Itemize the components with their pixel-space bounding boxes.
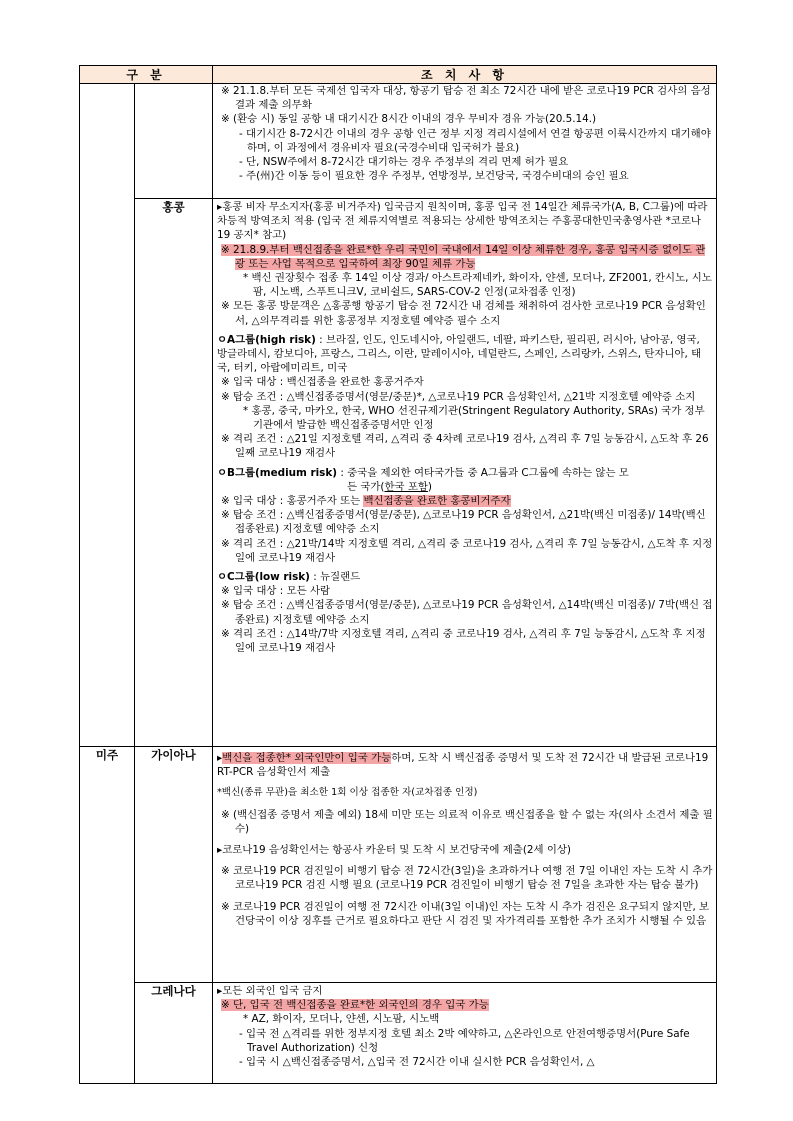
hongkong-intro: ▸홍콩 비자 무소지자(홍콩 비거주자) 입국금지 원칙이며, 홍콩 입국 전 14일간 체류국가(A, B, C그룹)에 따라 차등적 방역조치 적용 (입국 전 체류지역별로 적용되는 상세한 방역조치는 주홍콩대한민국총영사관 *코로나19 공지* 참고) [217,201,708,242]
group-b-desc2-pre: 든 국가( [347,480,385,493]
country-cell-hongkong: 홍콩 [135,199,213,747]
grenada-vax-highlight: ※ 단, 입국 전 백신접종을 완료*한 외국인의 경우 입국 가능 [221,999,489,1012]
measures-cell-hongkong [213,199,717,747]
guyana-submit: ▸코로나19 음성확인서는 항공사 카운터 및 도착 시 보건당국에 제출(2세 이상) [217,844,571,857]
guyana-note-2: ※ 코로나19 PCR 검진일이 여행 전 72시간 이내(3일 이내)인 자는 도착 시 추가 검진은 요구되지 않지만, 보건당국이 이상 징후를 근거로 필요하다고 판단 시 검진 및 자가격리를 포함한 추가 조치가 시행될 수 있음 [221,900,710,927]
group-b-desc2-post: ) [427,480,432,493]
group-b-target: ※ 입국 대상 : 홍콩거주자 또는 [221,495,364,508]
header-category: 구 분 [80,66,213,84]
country-cell-top [135,84,213,199]
guyana-vax-rest: 하며, 도착 시 백신접종 증명서 및 도착 전 72시간 내 발급된 코로나19 RT-PCR 음성확인서 제출 [217,752,709,779]
grenada-ban: ▸모든 외국인 입국 금지 [217,985,323,997]
hongkong-vax-star: * 백신 권장횟수 접종 후 14일 이상 경과/ 아스트라제네카, 화이자, 얀센, 모더나, ZF2001, 칸시노, 시노팜, 시노백, 스푸트니크V, 코비쉴드, SARS-COV-2 인정(교차접종 인정) [243,272,712,299]
group-b-quarantine: ※ 격리 조건 : △21박/14박 지정호텔 격리, △격리 중 코로나19 검사, △격리 후 7일 능동감시, △도착 후 지정일에 코로나19 재검사 [221,537,713,564]
group-b-korea-included: 한국 포함 [384,480,428,493]
region-cell-asia [80,84,135,747]
guyana-bullet: ▸ [217,752,223,764]
table-row-guyana [80,747,717,983]
group-c-target: ※ 입국 대상 : 모든 사람 [221,585,331,598]
group-c-quarantine: ※ 격리 조건 : △14박/7박 지정호텔 격리, △격리 중 코로나19 검사, △격리 후 7일 능동감시, △도착 후 지정일에 코로나19 재검사 [221,627,706,655]
region-cell-americas: 미주 [80,747,135,1084]
group-b-target-highlight: 백신접종을 완료한 홍콩비거주자 [363,495,511,508]
measures-cell-top [213,84,717,199]
note-line: ※ (환승 시) 동일 공항 내 대기시간 8시간 이내의 경우 무비자 경유 가능(20.5.14.) [221,113,597,126]
measures-cell-guyana [213,747,717,983]
country-cell-guyana: 가이아나 [135,747,213,983]
guyana-star: *백신(종류 무관)을 최소한 1회 이상 접종한 자(교차접종 인정) [217,787,478,799]
group-b-desc: : 중국을 제외한 여타국가들 중 A그룹과 C그룹에 속하는 않는 모 [337,466,629,479]
group-a-title: ㅇA그룹(high risk) [217,333,316,346]
group-b-boarding: ※ 탑승 조건 : △백신접종증명서(영문/중문), △코로나19 PCR 음성확인서, △21박(백신 미접종)/ 14박(백신 접종완료) 지정호텔 예약증 소지 [221,509,706,536]
group-a-countries: : 브라질, 인도, 인도네시아, 아일랜드, 네팔, 파키스탄, 필리핀, 러시아, 남아공, 영국, 방글라데시, 캄보디아, 프랑스, 그리스, 이란, 말레이시아, 네덜란드, 스페인, 스리랑카, 스위스, 탄자니아, 태국, 터키, 아랍에미리트, 미국 [217,333,702,375]
grenada-detail-2: - 입국 시 △백신접종증명서, △입국 전 72시간 이내 실시한 PCR 음성확인서, △ [239,1056,595,1069]
guyana-exempt: ※ (백신접종 증명서 제출 예외) 18세 미만 또는 의료적 이유로 백신접종을 할 수 없는 자(의사 소견서 제출 필수) [221,808,713,835]
group-b-title: ㅇB그룹(medium risk) [217,466,338,479]
note-line: - 주(州)간 이동 등이 필요한 경우 주정부, 연방정부, 보건당국, 국경수비대의 승인 필요 [239,170,629,183]
note-line: - 대기시간 8-72시간 이내의 경우 공항 인근 정부 지정 격리시설에서 연결 항공편 이륙시간까지 대기해야 하며, 이 과정에서 경유비자 필요(국경수비대 입국허가 불요) [239,127,711,154]
measures-table [79,65,717,1084]
table-row-hongkong [80,199,717,747]
hongkong-all-visitors: ※ 모든 홍콩 방문객은 △홍콩행 항공기 탑승 전 72시간 내 검체를 채취하여 검사한 코로나19 PCR 음성확인서, △의무격리를 위한 홍콩정부 지정호텔 예약증 필수 소지 [221,300,706,327]
hongkong-vax-highlight: ※ 21.8.9.부터 백신접종을 완료*한 우리 국민이 국내에서 14일 이상 체류한 경우, 홍콩 입국시증 없이도 관광 또는 사업 목적으로 입국하여 최장 90일 체류 가능 [221,243,706,270]
header-measures: 조 치 사 항 [213,66,717,84]
grenada-detail-1: - 입국 전 △격리를 위한 정부지정 호텔 최소 2박 예약하고, △온라인으로 안전여행증명서(Pure Safe Travel Authorization) 신청 [239,1027,690,1054]
note-line: - 단, NSW주에서 8-72시간 대기하는 경우 주정부의 격리 면제 허가 필요 [239,156,569,169]
table-row [80,84,717,199]
group-a-target: ※ 입국 대상 : 백신접종을 완료한 홍콩거주자 [221,376,424,389]
group-c-title: ㅇC그룹(low risk) [217,571,310,584]
table-header-row [80,66,717,84]
group-c-countries: : 뉴질랜드 [309,571,361,584]
note-line: ※ 21.1.8.부터 모든 국제선 입국자 대상, 항공기 탑승 전 최소 72시간 내에 받은 코로나19 PCR 검사의 음성결과 제출 의무화 [221,85,711,112]
guyana-note-1: ※ 코로나19 PCR 검진일이 비행기 탑승 전 72시간(3일)을 초과하거나 여행 전 7일 이내인 자는 도착 시 추가 코로나19 PCR 검진 시행 필요 (코로나19 PCR 검진일이 비행기 탑승 전 7일을 초과한 자는 탑승 불가) [221,865,713,892]
group-a-star: * 홍콩, 중국, 마카오, 한국, WHO 선진규제기관(Stringent Regulatory Authority, SRAs) 국가 정부기관에서 발급한 백신접종증명서만 인정 [243,404,705,432]
measures-cell-grenada [213,983,717,1084]
group-a-boarding: ※ 탑승 조건 : △백신접종증명서(영문/중문)*, △코로나19 PCR 음성확인서, △21박 지정호텔 예약증 소지 [221,390,696,403]
group-a-quarantine: ※ 격리 조건 : △21일 지정호텔 격리, △격리 중 4차례 코로나19 검사, △격리 후 7일 능동감시, △도착 후 26일째 코로나19 재검사 [221,433,709,460]
grenada-star: * AZ, 화이자, 모더나, 얀센, 시노팜, 시노백 [243,1013,440,1026]
group-c-boarding: ※ 탑승 조건 : △백신접종증명서(영문/중문), △코로나19 PCR 음성확인서, △14박(백신 미접종)/ 7박(백신 접종완료) 지정호텔 예약증 소지 [221,599,713,626]
country-cell-grenada: 그레나다 [135,983,213,1084]
guyana-vax-highlight: 백신을 접종한* 외국인만이 입국 가능 [222,752,392,764]
table-row-grenada [80,983,717,1084]
